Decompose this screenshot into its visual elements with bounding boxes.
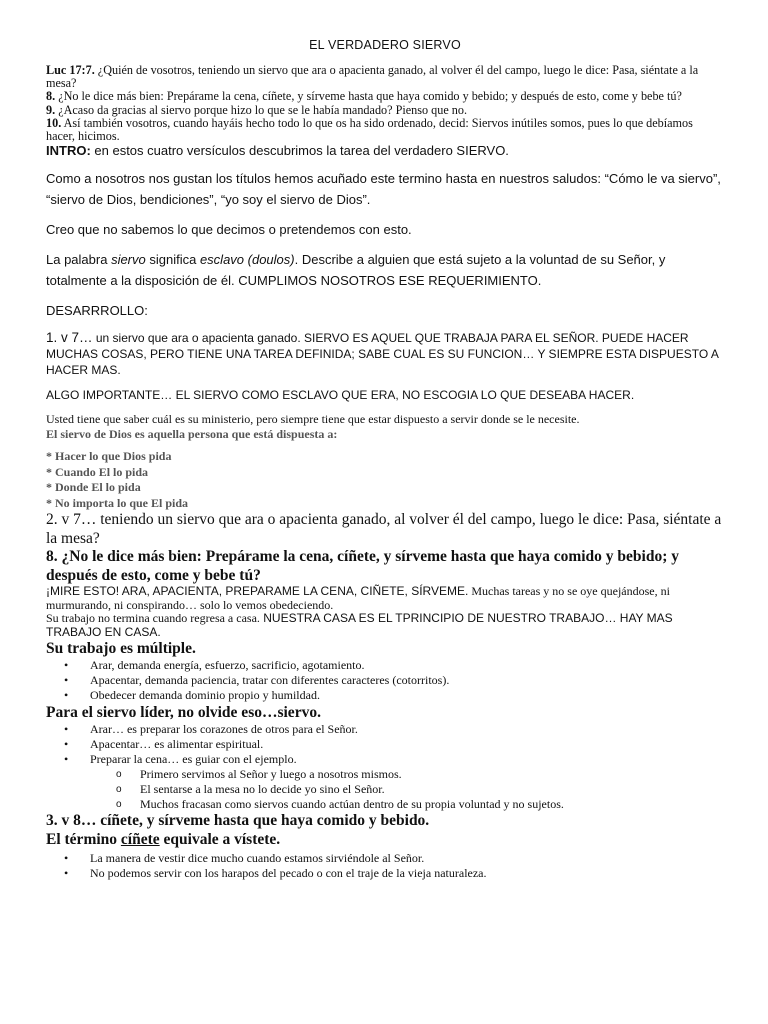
verse-ref: 10. bbox=[46, 115, 62, 130]
paragraph-no-sabemos: Creo que no sabemos lo que decimos o pretendemos con esto. bbox=[46, 222, 412, 238]
verse-text: ¿No le dice más bien: Prepárame la cena, cíñete, y sírveme hasta que haya comido y bebido; y después de esto, come y bebe tú? bbox=[55, 89, 682, 104]
italic-siervo: siervo bbox=[111, 252, 146, 268]
list-trabajo-multiple bbox=[64, 658, 724, 703]
verse-block bbox=[46, 64, 724, 143]
paragraph-palabra-siervo bbox=[46, 249, 724, 291]
text: El término bbox=[46, 830, 121, 848]
underlined-cinete: cíñete bbox=[120, 830, 160, 848]
star-item: * Hacer lo que Dios pida bbox=[46, 449, 172, 464]
paragraph-mire-esto bbox=[46, 585, 724, 612]
page-title: EL VERDADERO SIERVO bbox=[309, 38, 461, 52]
mire-rest: Muchas tareas y no se oye quejándose, ni murmurando, ni conspirando… solo lo vemos obedeciendo. bbox=[46, 584, 670, 612]
list-item: • No podemos servir con los harapos del pecado o con el traje de la vieja naturaleza. bbox=[64, 866, 724, 881]
sublist-item: o Muchos fracasan como siervos cuando actúan dentro de su propia voluntad y no sujetos. bbox=[116, 797, 724, 812]
point-1 bbox=[46, 330, 724, 378]
sublist-item: o Primero servimos al Señor y luego a nosotros mismos. bbox=[116, 767, 724, 782]
text: significa bbox=[145, 252, 200, 268]
intro-paragraph bbox=[46, 143, 724, 158]
verse-ref: 9. bbox=[46, 102, 56, 117]
trabajo-caps: NUESTRA CASA ES EL TPRINCIPIO DE NUESTRO TRABAJO… HAY MAS TRABAJO EN CASA. bbox=[46, 611, 673, 639]
text: . Describe a alguien que está sujeto a la voluntad de su Señor, y totalmente a la disposición de él. CUMPLIMOS NOSOTROS ESE REQUERIMIENTO. bbox=[46, 252, 666, 289]
paragraph-termino bbox=[46, 831, 724, 850]
trabajo-lower: Su trabajo no termina cuando regresa a casa. bbox=[46, 611, 260, 626]
star-item: * Donde El lo pida bbox=[46, 480, 141, 495]
italic-esclavo: esclavo (doulos) bbox=[199, 252, 295, 268]
paragraph-siervo-de-dios: El siervo de Dios es aquella persona que está dispuesta a: bbox=[46, 427, 338, 442]
mire-caps: ¡MIRE ESTO! ARA, APACIENTA, PREPARAME LA CENA, CIÑETE, SÍRVEME. bbox=[46, 584, 469, 599]
paragraph-titles: Como a nosotros nos gustan los títulos hemos acuñado este termino hasta en nuestros saludos: “Cómo le va siervo”, “siervo de Dios, bendiciones”, “yo soy el siervo de Dios”. bbox=[46, 171, 721, 208]
list-item: • La manera de vestir dice mucho cuando estamos sirviéndole al Señor. bbox=[64, 851, 724, 866]
point-1-number: 1. v 7… bbox=[46, 330, 93, 346]
list-siervo-lider bbox=[64, 722, 724, 767]
verse-text: ¿Quién de vosotros, teniendo un siervo que ara o apacienta ganado, al volver él del campo, luego le dice: Pasa, siéntate a la mesa? bbox=[46, 63, 699, 91]
star-item: * No importa lo que El pida bbox=[46, 495, 189, 510]
verse-luc-17-7 bbox=[46, 64, 724, 90]
verse-text: ¿Acaso da gracias al siervo porque hizo lo que se le había mandado? Pienso que no. bbox=[55, 102, 468, 117]
paragraph-algo-importante: ALGO IMPORTANTE… EL SIERVO COMO ESCLAVO QUE ERA, NO ESCOGIA LO QUE DESEABA HACER. bbox=[46, 388, 635, 403]
point-2: 2. v 7… teniendo un siervo que ara o apacienta ganado, al volver él del campo, luego le dice: Pasa, siéntate a la mesa? bbox=[46, 511, 722, 547]
verse-ref: Luc 17:7. bbox=[46, 63, 95, 77]
list-item: • Apacentar, demanda paciencia, tratar con diferentes caracteres (cotorritos). bbox=[64, 673, 724, 688]
point-1-text: un siervo que ara o apacienta ganado. SIERVO ES AQUEL QUE TRABAJA PARA EL SEÑOR. PUEDE HACER MUCHAS COSAS, PERO TIENE UNA TAREA DEFINIDA; SABE CUAL ES SU FUNCION… Y SIEMPRE ESTA DISPUESTO A HACER MAS. bbox=[46, 331, 719, 378]
list-vestir bbox=[64, 851, 724, 881]
star-list bbox=[46, 449, 724, 511]
heading-trabajo-multiple: Su trabajo es múltiple. bbox=[46, 640, 196, 658]
list-item: • Arar, demanda energía, esfuerzo, sacrificio, agotamiento. bbox=[64, 658, 724, 673]
sublist-siervo-lider bbox=[116, 767, 724, 812]
star-item: * Cuando El lo pida bbox=[46, 464, 149, 479]
list-item: • Apacentar… es alimentar espiritual. bbox=[64, 737, 724, 752]
point-3: 3. v 8… cíñete, y sírveme hasta que haya comido y bebido. bbox=[46, 812, 430, 830]
intro-text: en estos cuatro versículos descubrimos la tarea del verdadero SIERVO. bbox=[90, 143, 509, 159]
list-item: • Obedecer demanda dominio propio y humildad. bbox=[64, 688, 724, 703]
verse-text: Así también vosotros, cuando hayáis hecho todo lo que os ha sido ordenado, decid: Siervos inútiles somos, pues lo que debíamos hacer, hicimos. bbox=[46, 115, 693, 144]
list-item: • Arar… es preparar los corazones de otros para el Señor. bbox=[64, 722, 724, 737]
point-8: 8. ¿No le dice más bien: Prepárame la cena, cíñete, y sírveme hasta que haya comido y bebido; y después de esto, come y bebe tú? bbox=[46, 548, 679, 584]
verse-10 bbox=[46, 117, 724, 143]
text: equivale a vístete. bbox=[159, 830, 281, 848]
verse-ref: 8. bbox=[46, 89, 56, 104]
paragraph-usted: Usted tiene que saber cuál es su ministerio, pero siempre tiene que estar dispuesto a servir donde se le necesite. bbox=[46, 412, 580, 427]
sublist-item: o El sentarse a la mesa no lo decide yo sino el Señor. bbox=[116, 782, 724, 797]
section-desarrollo: DESARRROLLO: bbox=[46, 303, 148, 319]
heading-siervo-lider: Para el siervo líder, no olvide eso…siervo. bbox=[46, 704, 321, 722]
list-item: • Preparar la cena… es guiar con el ejemplo. bbox=[64, 752, 724, 767]
paragraph-su-trabajo bbox=[46, 612, 724, 639]
text: La palabra bbox=[46, 252, 112, 268]
intro-label: INTRO: bbox=[46, 143, 91, 159]
